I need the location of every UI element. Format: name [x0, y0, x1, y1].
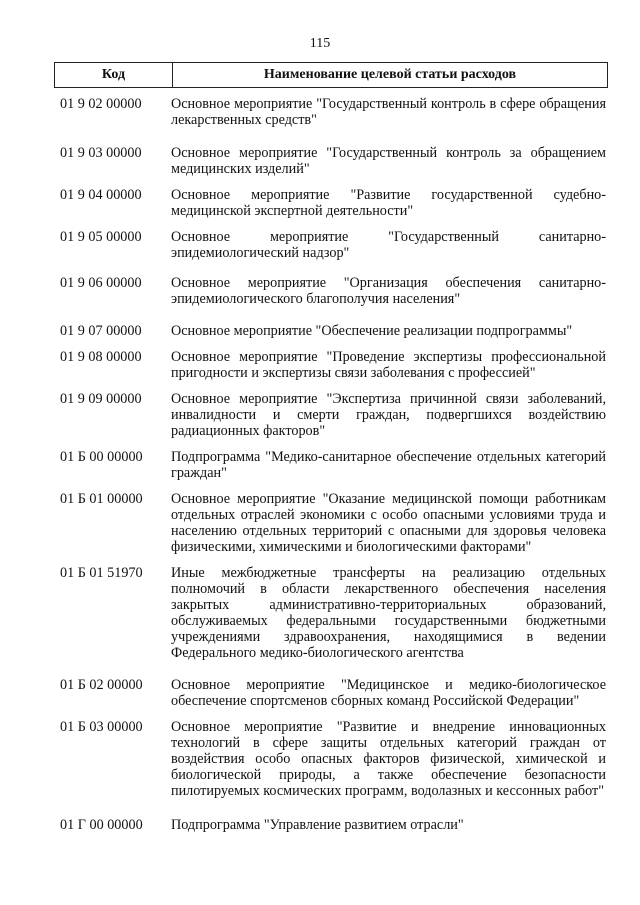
row-code: 01 9 04 00000 [60, 187, 142, 203]
row-name: Основное мероприятие "Проведение экспертизы профессиональной пригодности и экспертизы связи заболевания с профессией" [171, 349, 606, 381]
row-code: 01 Б 01 51970 [60, 565, 143, 581]
table-row [54, 565, 608, 661]
row-name: Основное мероприятие "Развитие государственной судебно-медицинской экспертной деятельности" [171, 187, 606, 219]
table-row [54, 187, 608, 219]
table-row [54, 349, 608, 381]
row-code: 01 Б 01 00000 [60, 491, 143, 507]
row-code: 01 9 02 00000 [60, 96, 142, 112]
table-row [54, 817, 608, 833]
row-name: Основное мероприятие "Экспертиза причинной связи заболеваний, инвалидности и смерти граждан, подвергшихся воздействию радиационных факторов" [171, 391, 606, 439]
table-row [54, 391, 608, 439]
row-code: 01 9 09 00000 [60, 391, 142, 407]
row-name: Иные межбюджетные трансферты на реализацию отдельных полномочий в области лекарственного обеспечения населения закрытых административно-территориальных образований, обслуживаемых федеральными государственными бюджетными учреждениями здравоохранения, находящимися в ведении Федерального медико-биологического агентства [171, 565, 606, 661]
row-name: Основное мероприятие "Развитие и внедрение инновационных технологий в сфере защиты отдельных категорий граждан от воздействия особо опасных факторов физической, химической и биологической природы, а также обеспечение безопасности пилотируемых космических программ, водолазных и кессонных работ" [171, 719, 606, 799]
row-name: Основное мероприятие "Государственный санитарно-эпидемиологический надзор" [171, 229, 606, 261]
table-header [54, 62, 608, 88]
table-row [54, 145, 608, 177]
row-code: 01 Б 02 00000 [60, 677, 143, 693]
row-name: Основное мероприятие "Оказание медицинской помощи работникам отдельных отраслей экономики с особо опасными условиями труда и населению отдельных территорий с опасными для здоровья человека физическими, химическими и биологическими факторами" [171, 491, 606, 555]
row-name: Основное мероприятие "Медицинское и медико-биологическое обеспечение спортсменов сборных команд Российской Федерации" [171, 677, 606, 709]
table-row [54, 275, 608, 307]
row-code: 01 9 05 00000 [60, 229, 142, 245]
row-code: 01 Г 00 00000 [60, 817, 143, 833]
row-name: Основное мероприятие "Государственный контроль в сфере обращения лекарственных средств" [171, 96, 606, 128]
row-code: 01 Б 03 00000 [60, 719, 143, 735]
row-name: Основное мероприятие "Организация обеспечения санитарно-эпидемиологического благополучия населения" [171, 275, 606, 307]
row-code: 01 9 06 00000 [60, 275, 142, 291]
table-row [54, 491, 608, 555]
header-name: Наименование целевой статьи расходов [263, 67, 517, 82]
table-row [54, 96, 608, 128]
table-row [54, 449, 608, 481]
row-name: Основное мероприятие "Государственный контроль за обращением медицинских изделий" [171, 145, 606, 177]
row-code: 01 9 08 00000 [60, 349, 142, 365]
row-code: 01 9 07 00000 [60, 323, 142, 339]
page-number: 115 [309, 36, 331, 51]
row-code: 01 Б 00 00000 [60, 449, 143, 465]
row-name: Основное мероприятие "Обеспечение реализации подпрограммы" [171, 323, 573, 339]
row-name: Подпрограмма "Медико-санитарное обеспечение отдельных категорий граждан" [171, 449, 606, 481]
header-code: Код [55, 63, 173, 87]
table-row [54, 677, 608, 709]
table-row [54, 229, 608, 261]
row-code: 01 9 03 00000 [60, 145, 142, 161]
table-row [54, 323, 608, 339]
row-name: Подпрограмма "Управление развитием отрасли" [171, 817, 464, 833]
table-body [54, 96, 608, 833]
table-row [54, 719, 608, 799]
